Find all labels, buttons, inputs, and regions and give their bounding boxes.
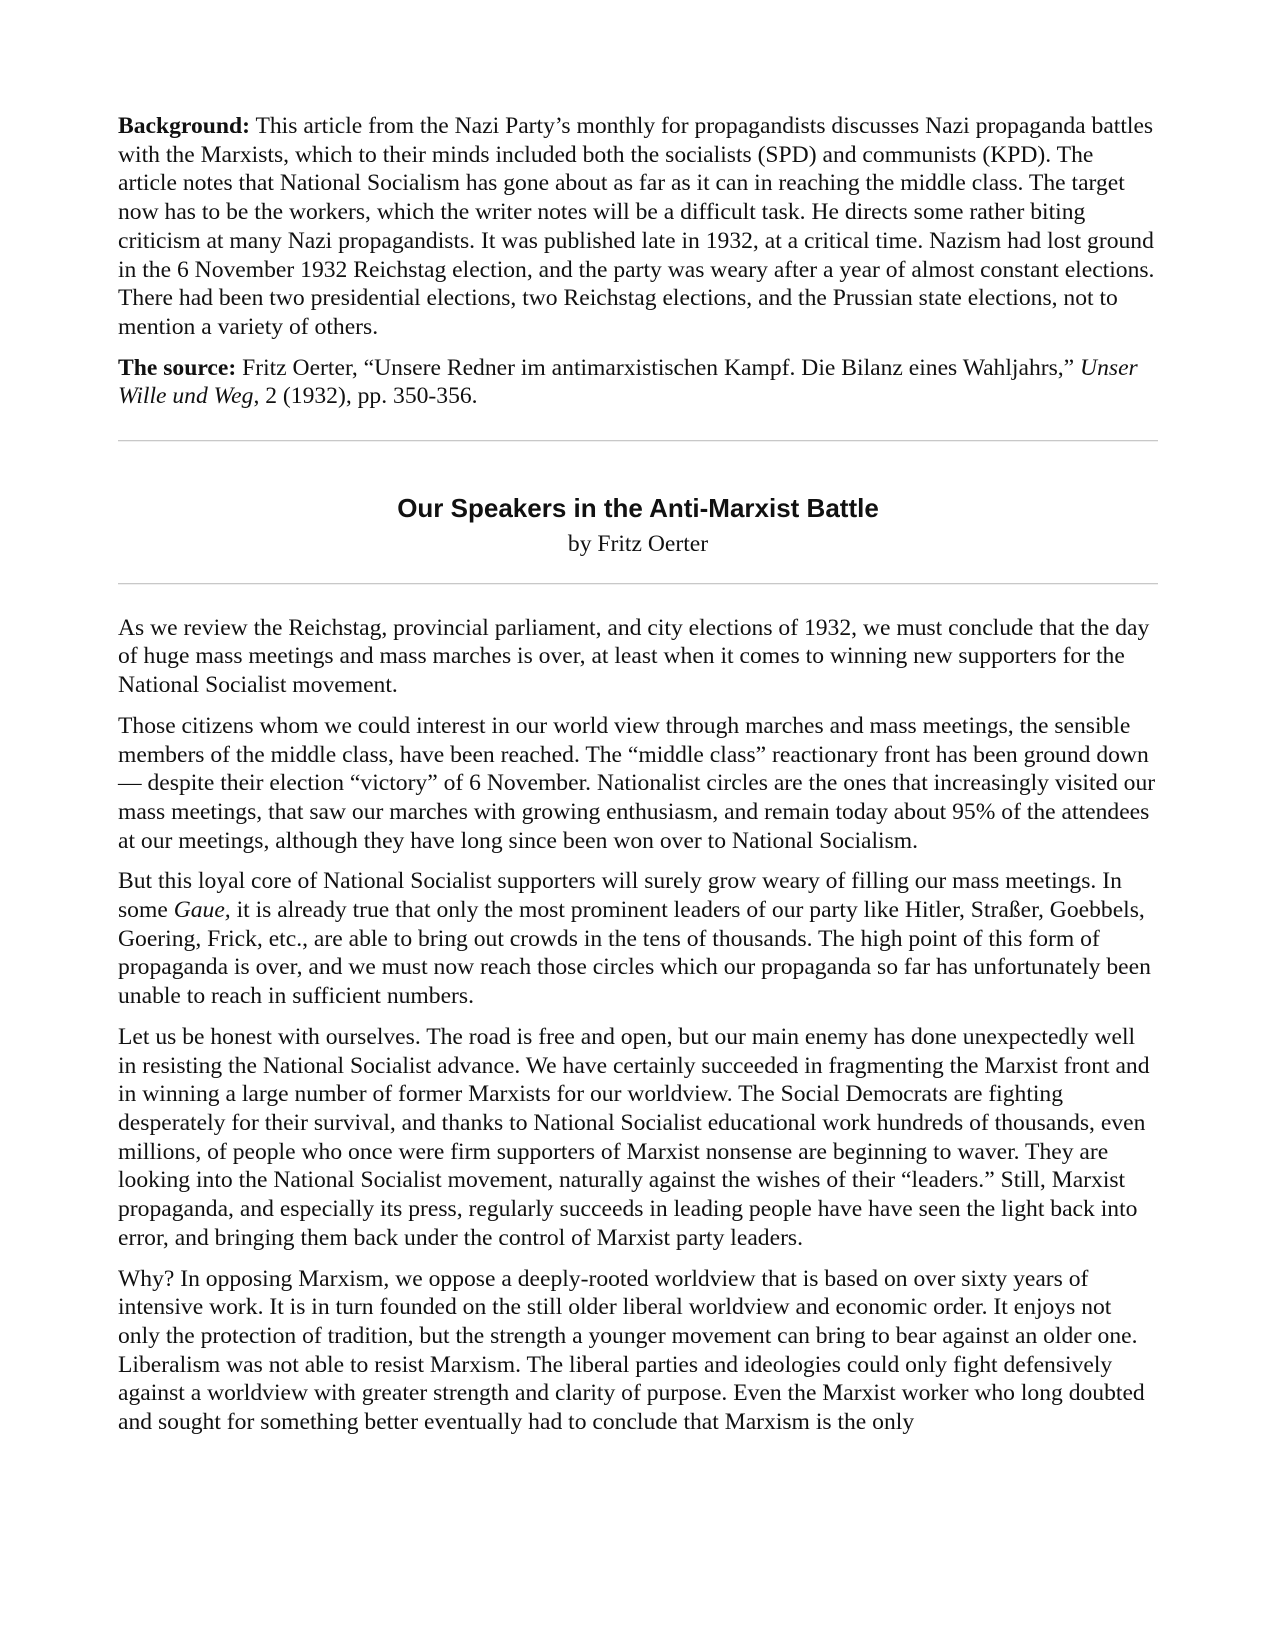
document-page: [118, 112, 1158, 1449]
divider-top: [118, 440, 1158, 442]
divider-bottom: [118, 583, 1158, 585]
background-paragraph: [118, 112, 1158, 342]
article-paragraph-3: [118, 867, 1158, 1011]
source-rest: , 2 (1932), pp. 350-356.: [253, 383, 478, 410]
background-text: This article from the Nazi Party’s monthly for propagandists discusses Nazi propaganda battles with the Marxists, which to their minds included both the socialists (SPD) and communists (KPD). The article notes that National Socialism has gone about as far as it can in reaching the middle class. The target now has to be the workers, which the writer notes will be a difficult task. He directs some rather biting criticism at many Nazi propagandists. It was published late in 1932, at a critical time. Nazism had lost ground in the 6 November 1932 Reichstag election, and the party was weary after a year of almost constant elections. There had been two presidential elections, two Reichstag elections, and the Prussian state elections, not to mention a variety of others.: [118, 113, 1155, 340]
article-paragraph-4: Let us be honest with ourselves. The road is free and open, but our main enemy has done unexpectedly well in resisting the National Socialist advance. We have certainly succeeded in fragmenting the Marxist front and in winning a large number of former Marxists for our worldview. The Social Democrats are fighting desperately for their survival, and thanks to National Socialist educational work hundreds of thousands, even millions, of people who once were firm supporters of Marxist nonsense are beginning to waver. They are looking into the National Socialist movement, naturally against the wishes of their “leaders.” Still, Marxist propaganda, and especially its press, regularly succeeds in leading people have have seen the light back into error, and bringing them back under the control of Marxist party leaders.: [118, 1023, 1150, 1251]
source-paragraph: [118, 354, 1158, 411]
article-title: Our Speakers in the Anti-Marxist Battle: [397, 493, 879, 524]
p3-text-a: But this loyal core of National Socialist supporters will surely grow weary of filling our mass meetings. In some: [118, 868, 1122, 924]
source-text: Fritz Oerter, “Unsere Redner im antimarxistischen Kampf. Die Bilanz eines Wahljahrs,”: [236, 354, 1081, 381]
article-paragraph-5: Why? In opposing Marxism, we oppose a deeply-rooted worldview that is based on over sixty years of intensive work. It is in turn founded on the still older liberal worldview and economic order. It enjoys not only the protection of tradition, but the strength a younger movement can bring to bear against an older one. Liberalism was not able to resist Marxism. The liberal parties and ideologies could only fight defensively against a worldview with greater strength and clarity of purpose. Even the Marxist worker who long doubted and sought for something better eventually had to conclude that Marxism is the only: [118, 1265, 1145, 1436]
p3-gaue: Gaue,: [173, 897, 231, 924]
article-paragraph-2: Those citizens whom we could interest in our world view through marches and mass meetings, the sensible members of the middle class, have been reached. The “middle class” reactionary front has been ground down — despite their election “victory” of 6 November. Nationalist circles are the ones that increasingly visited our mass meetings, that saw our marches with growing enthusiasm, and remain today about 95% of the attendees at our meetings, although they have long since been won over to National Socialism.: [118, 712, 1156, 854]
source-journal: Unser Wille und Weg: [118, 354, 1138, 410]
article-byline: by Fritz Oerter: [567, 531, 709, 558]
article-paragraph-1: As we review the Reichstag, provincial parliament, and city elections of 1932, we must conclude that the day of huge mass meetings and mass marches is over, at least when it comes to winning new supporters for the National Socialist movement.: [118, 614, 1150, 699]
article-body: [118, 614, 1158, 1437]
background-label: Background:: [118, 113, 250, 139]
source-label: The source:: [118, 354, 237, 381]
p3-text-b: it is already true that only the most prominent leaders of our party like Hitler, Straßer, Goebbels, Goering, Frick, etc., are able to bring out crowds in the tens of thousands. The high point of this form of propaganda is over, and we must now reach those circles which our propaganda so far has unfortunately been unable to reach in sufficient numbers.: [118, 897, 1151, 1010]
